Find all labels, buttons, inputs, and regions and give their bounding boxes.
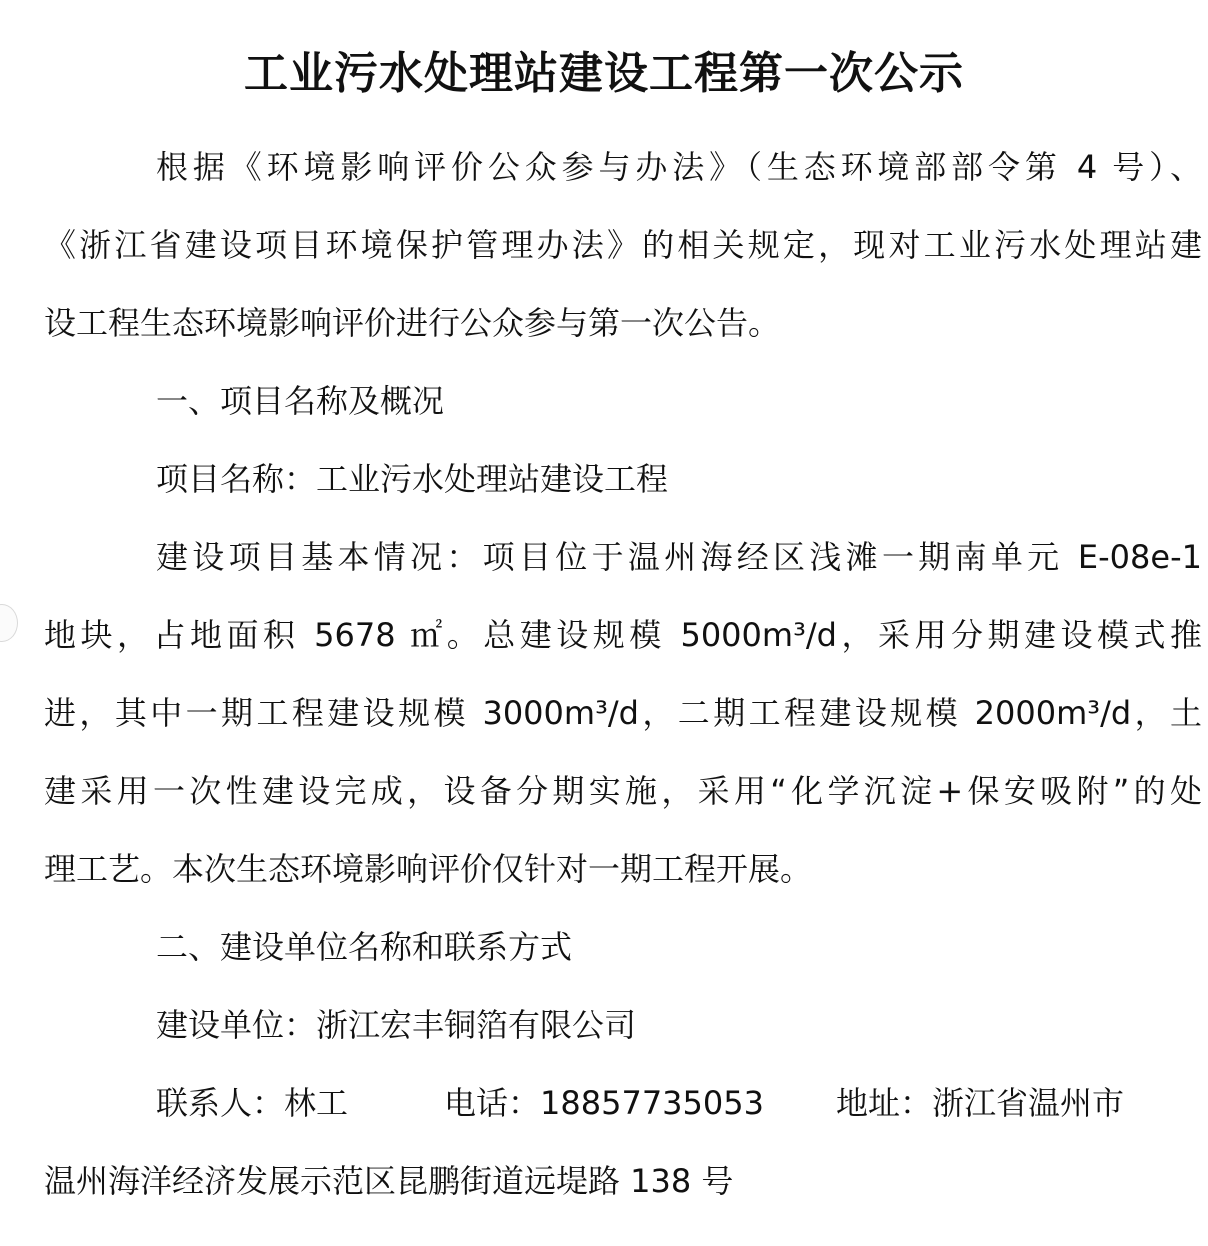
project-name-line: 项目名称：工业污水处理站建设工程 [156,460,669,498]
basic-info-line-4: 建采用一次性建设完成，设备分期实施，采用“化学沉淀+保安吸附”的处 [44,772,1202,810]
section-heading-contact: 二、建设单位名称和联系方式 [156,928,573,966]
document-title: 工业污水处理站建设工程第一次公示 [244,48,964,99]
section-heading-project: 一、项目名称及概况 [156,382,445,420]
basic-info-line-2: 地块，占地面积 5678 ㎡。总建设规模 5000m³/d，采用分期建设模式推 [44,616,1202,654]
contact-address-end: 温州海洋经济发展示范区昆鹏街道远堤路 138 号 [44,1162,734,1200]
basic-info-line-1: 建设项目基本情况：项目位于温州海经区浅滩一期南单元 E-08e-1 [156,538,1202,576]
edge-page-marker [0,604,18,642]
intro-line-1: 根据《环境影响评价公众参与办法》（生态环境部部令第 4 号）、 [156,148,1202,186]
basic-info-line-3: 进，其中一期工程建设规模 3000m³/d，二期工程建设规模 2000m³/d，土 [44,694,1202,732]
contact-address-start: 地址：浙江省温州市 [835,1084,1124,1122]
contact-line [44,1064,1202,1142]
basic-info-line-5: 理工艺。本次生态环境影响评价仅针对一期工程开展。 [44,850,813,888]
contact-phone: 电话：18857735053 [444,1084,764,1122]
intro-line-3: 设工程生态环境影响评价进行公众参与第一次公告。 [44,304,781,342]
intro-line-2: 《浙江省建设项目环境保护管理办法》的相关规定，现对工业污水处理站建 [44,226,1202,264]
document-body [44,128,1202,1220]
contact-person: 联系人：林工 [156,1084,349,1122]
construction-unit-line: 建设单位：浙江宏丰铜箔有限公司 [156,1006,637,1044]
